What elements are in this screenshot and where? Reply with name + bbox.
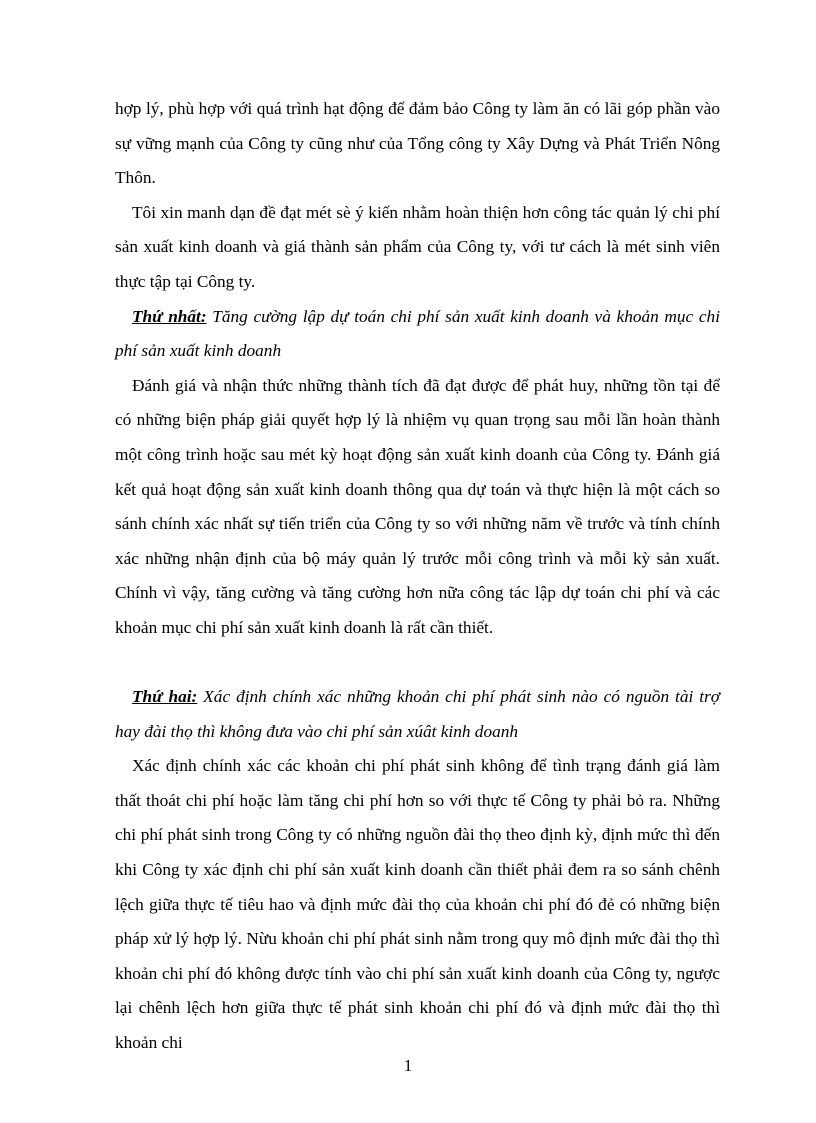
paragraph-first-section: Đánh giá và nhận thức những thành tích đã đạt được để phát huy, những tồn tại để có những biện pháp giải quyết hợp lý là nhiệm vụ quan trọng sau mỗi lần hoàn thành một công trình hoặc sau mét kỳ hoạt động sản xuất kinh doanh của Công ty. Đánh giá kết quả hoạt động sản xuất kinh doanh thông qua dự toán và thực hiện là một cách so sánh chính xác nhất sự tiến triển của Công ty so với những năm về trước và tính chính xác những nhận định của bộ máy quản lý trước mỗi công trình và mỗi kỳ sản xuất. Chính vì vậy, tăng cường và tăng cường hơn nữa công tác lập dự toán chi phí và các khoản mục chi phí sản xuất kinh doanh là rất cần thiết. — [115, 375, 720, 637]
blank-line — [115, 646, 720, 681]
heading-label-second: Thứ hai: — [132, 687, 198, 707]
heading-label-first: Thứ nhất: — [132, 306, 207, 326]
section-heading-first — [115, 300, 720, 369]
document-body — [115, 92, 720, 1061]
paragraph-continuation: hợp lý, phù hợp với quá trình hạt động để đảm bảo Công ty làm ăn có lãi góp phần vào sự vững mạnh của Công ty cũng như của Tổng công ty Xây Dựng và Phát Triển Nông Thôn. — [115, 99, 720, 188]
section-heading-second — [115, 680, 720, 749]
paragraph-second-section: Xác định chính xác các khoản chi phí phát sinh không để tình trạng đánh giá làm thất thoát chi phí hoặc làm tăng chi phí hơn so với thực tế Công ty phải bỏ ra. Những chi phí phát sinh trong Công ty có những nguồn đài thọ theo định kỳ, định mức thì đến khi Công ty xác định chi phí sản xuất kinh doanh cần thiết phải đem ra so sánh chênh lệch giữa thực tế tiêu hao và định mức đài thọ của khoản chi phí đó đẻ có những biện pháp xử lý hợp lý. Nừu khoản chi phí phát sinh nằm trong quy mô định mức đài thọ thì khoản chi phí đó không được tính vào chi phí sản xuất kinh doanh của Công ty, ngược lại chênh lệch hơn giữa thực tế phát sinh khoản chi phí đó và định mức đài thọ thì khoản chi — [115, 756, 720, 1053]
heading-text-first: Tăng cường lập dự toán chi phí sản xuất kinh doanh và khoản mục chi phí sản xuất kinh doanh — [115, 306, 720, 361]
page-number: 1 — [403, 1056, 413, 1075]
heading-text-second: Xác định chính xác những khoản chi phí phát sinh nào có nguồn tài trợ hay đài thọ thì không đưa vào chi phí sản xúât kinh doanh — [115, 687, 720, 741]
paragraph-intro: Tôi xin manh dạn đề đạt mét sè ý kiến nhằm hoàn thiện hơn công tác quản lý chi phí sản xuất kinh doanh và giá thành sản phẩm của Công ty, với tư cách là mét sinh viên thực tập tại Công ty. — [115, 202, 720, 291]
